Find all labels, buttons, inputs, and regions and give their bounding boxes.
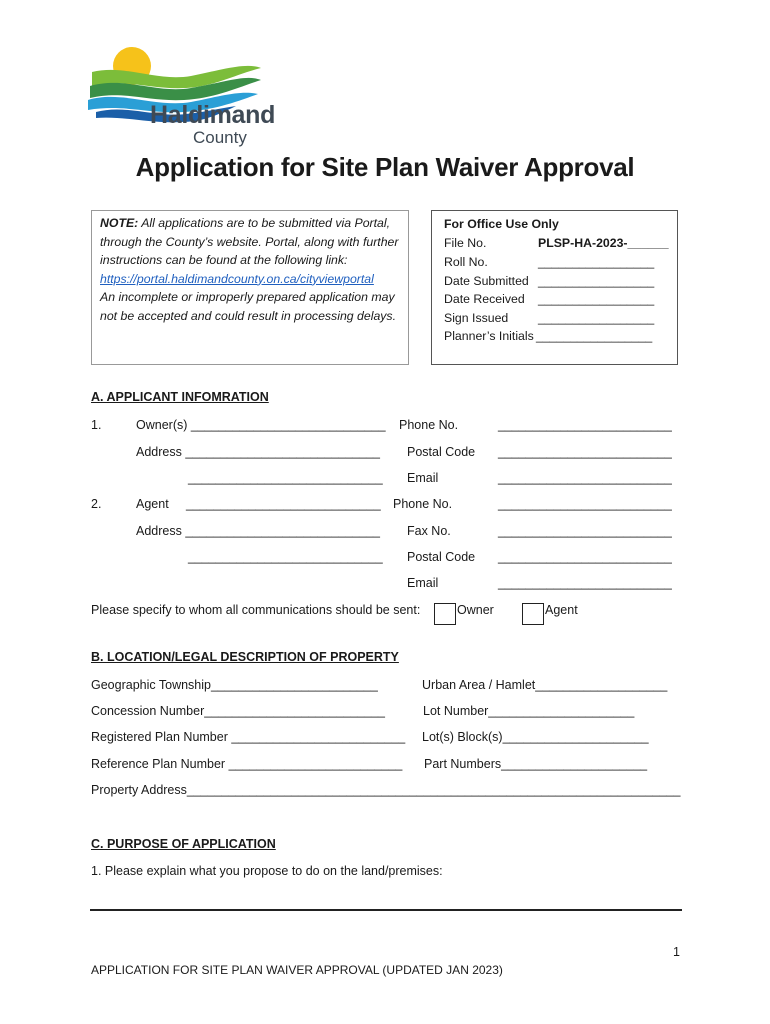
roll-no-line[interactable]: _________________ bbox=[538, 255, 655, 269]
footer-text: APPLICATION FOR SITE PLAN WAIVER APPROVAL (UPDATED JAN 2023) bbox=[91, 963, 503, 977]
agent-label: Agent bbox=[136, 497, 169, 511]
section-a-heading: A. APPLICANT INFOMRATION bbox=[91, 390, 269, 404]
planner-initials-line[interactable]: _________________ bbox=[536, 329, 653, 343]
county-logo bbox=[86, 42, 291, 152]
office-use-box bbox=[431, 210, 678, 365]
concession-field[interactable]: Concession Number__________________________ bbox=[91, 704, 385, 718]
urban-area-field[interactable]: Urban Area / Hamlet___________________ bbox=[422, 678, 668, 692]
note-warning: An incomplete or improperly prepared application may not be accepted and could result in processing delays. bbox=[100, 290, 396, 323]
sign-issued-line[interactable]: _________________ bbox=[538, 311, 655, 325]
planner-initials-label: Planner’s Initials bbox=[444, 329, 534, 343]
postal-field-1[interactable]: _________________________ bbox=[498, 445, 672, 459]
email-label-1: Email bbox=[407, 471, 439, 485]
agent-field[interactable]: ____________________________ bbox=[186, 497, 381, 511]
logo-text-county: County bbox=[193, 128, 247, 147]
postal-field-2[interactable]: _________________________ bbox=[498, 550, 672, 564]
section-c-heading: C. PURPOSE OF APPLICATION bbox=[91, 837, 276, 851]
address-field-1[interactable]: Address ____________________________ bbox=[136, 445, 380, 459]
phone-field-2[interactable]: _________________________ bbox=[498, 497, 672, 511]
note-label: NOTE: bbox=[100, 216, 139, 230]
lot-number-field[interactable]: Lot Number_____________________ bbox=[423, 704, 635, 718]
agent-checkbox[interactable] bbox=[522, 603, 544, 625]
page-title: Application for Site Plan Waiver Approval bbox=[135, 152, 635, 182]
phone-label-2: Phone No. bbox=[393, 497, 453, 511]
note-box bbox=[91, 210, 409, 365]
page-number: 1 bbox=[673, 945, 680, 959]
portal-link[interactable]: https://portal.haldimandcounty.on.ca/cityviewportal bbox=[100, 271, 374, 286]
file-no-value: PLSP-HA-2023-______ bbox=[538, 236, 669, 250]
postal-label-2: Postal Code bbox=[407, 550, 476, 564]
email-field-1[interactable]: _________________________ bbox=[498, 471, 672, 485]
applicant-number-1: 1. bbox=[91, 418, 102, 432]
phone-field-1[interactable]: _________________________ bbox=[498, 418, 672, 432]
date-received-line[interactable]: _________________ bbox=[538, 292, 655, 306]
date-received-label: Date Received bbox=[444, 292, 525, 306]
email-field-2[interactable]: _________________________ bbox=[498, 576, 672, 590]
date-submitted-label: Date Submitted bbox=[444, 274, 529, 288]
fax-label: Fax No. bbox=[407, 524, 451, 538]
file-no-label: File No. bbox=[444, 236, 487, 250]
roll-no-label: Roll No. bbox=[444, 255, 488, 269]
fax-field[interactable]: _________________________ bbox=[498, 524, 672, 538]
postal-label-1: Postal Code bbox=[407, 445, 476, 459]
agent-option-label: Agent bbox=[545, 603, 578, 617]
part-numbers-field[interactable]: Part Numbers_____________________ bbox=[424, 757, 648, 771]
purpose-question: 1. Please explain what you propose to do on the land/premises: bbox=[91, 864, 443, 878]
address-continuation-1[interactable]: ____________________________ bbox=[188, 471, 383, 485]
date-submitted-line[interactable]: _________________ bbox=[538, 274, 655, 288]
lots-blocks-field[interactable]: Lot(s) Block(s)_____________________ bbox=[422, 730, 649, 744]
applicant-number-2: 2. bbox=[91, 497, 102, 511]
sign-issued-label: Sign Issued bbox=[444, 311, 509, 325]
logo-text-haldimand: Haldimand bbox=[150, 101, 276, 129]
address-field-2[interactable]: Address ____________________________ bbox=[136, 524, 380, 538]
answer-line[interactable] bbox=[90, 909, 682, 911]
owner-checkbox[interactable] bbox=[434, 603, 456, 625]
note-text: All applications are to be submitted via Portal, through the County’s website. Portal, along with further instructions can be found at the following link: bbox=[100, 216, 399, 268]
reference-plan-field[interactable]: Reference Plan Number _________________________ bbox=[91, 757, 403, 771]
phone-label-1: Phone No. bbox=[399, 418, 459, 432]
communications-question: Please specify to whom all communications should be sent: bbox=[91, 603, 421, 617]
address-continuation-2[interactable]: ____________________________ bbox=[188, 550, 383, 564]
property-address-field[interactable]: Property Address_______________________________________________________________________ bbox=[91, 783, 681, 797]
email-label-2: Email bbox=[407, 576, 439, 590]
owner-option-label: Owner bbox=[457, 603, 494, 617]
section-b-heading: B. LOCATION/LEGAL DESCRIPTION OF PROPERTY bbox=[91, 650, 399, 664]
owner-field[interactable]: Owner(s) ____________________________ bbox=[136, 418, 386, 432]
registered-plan-field[interactable]: Registered Plan Number _________________________ bbox=[91, 730, 406, 744]
office-heading: For Office Use Only bbox=[444, 217, 559, 231]
township-field[interactable]: Geographic Township________________________ bbox=[91, 678, 378, 692]
